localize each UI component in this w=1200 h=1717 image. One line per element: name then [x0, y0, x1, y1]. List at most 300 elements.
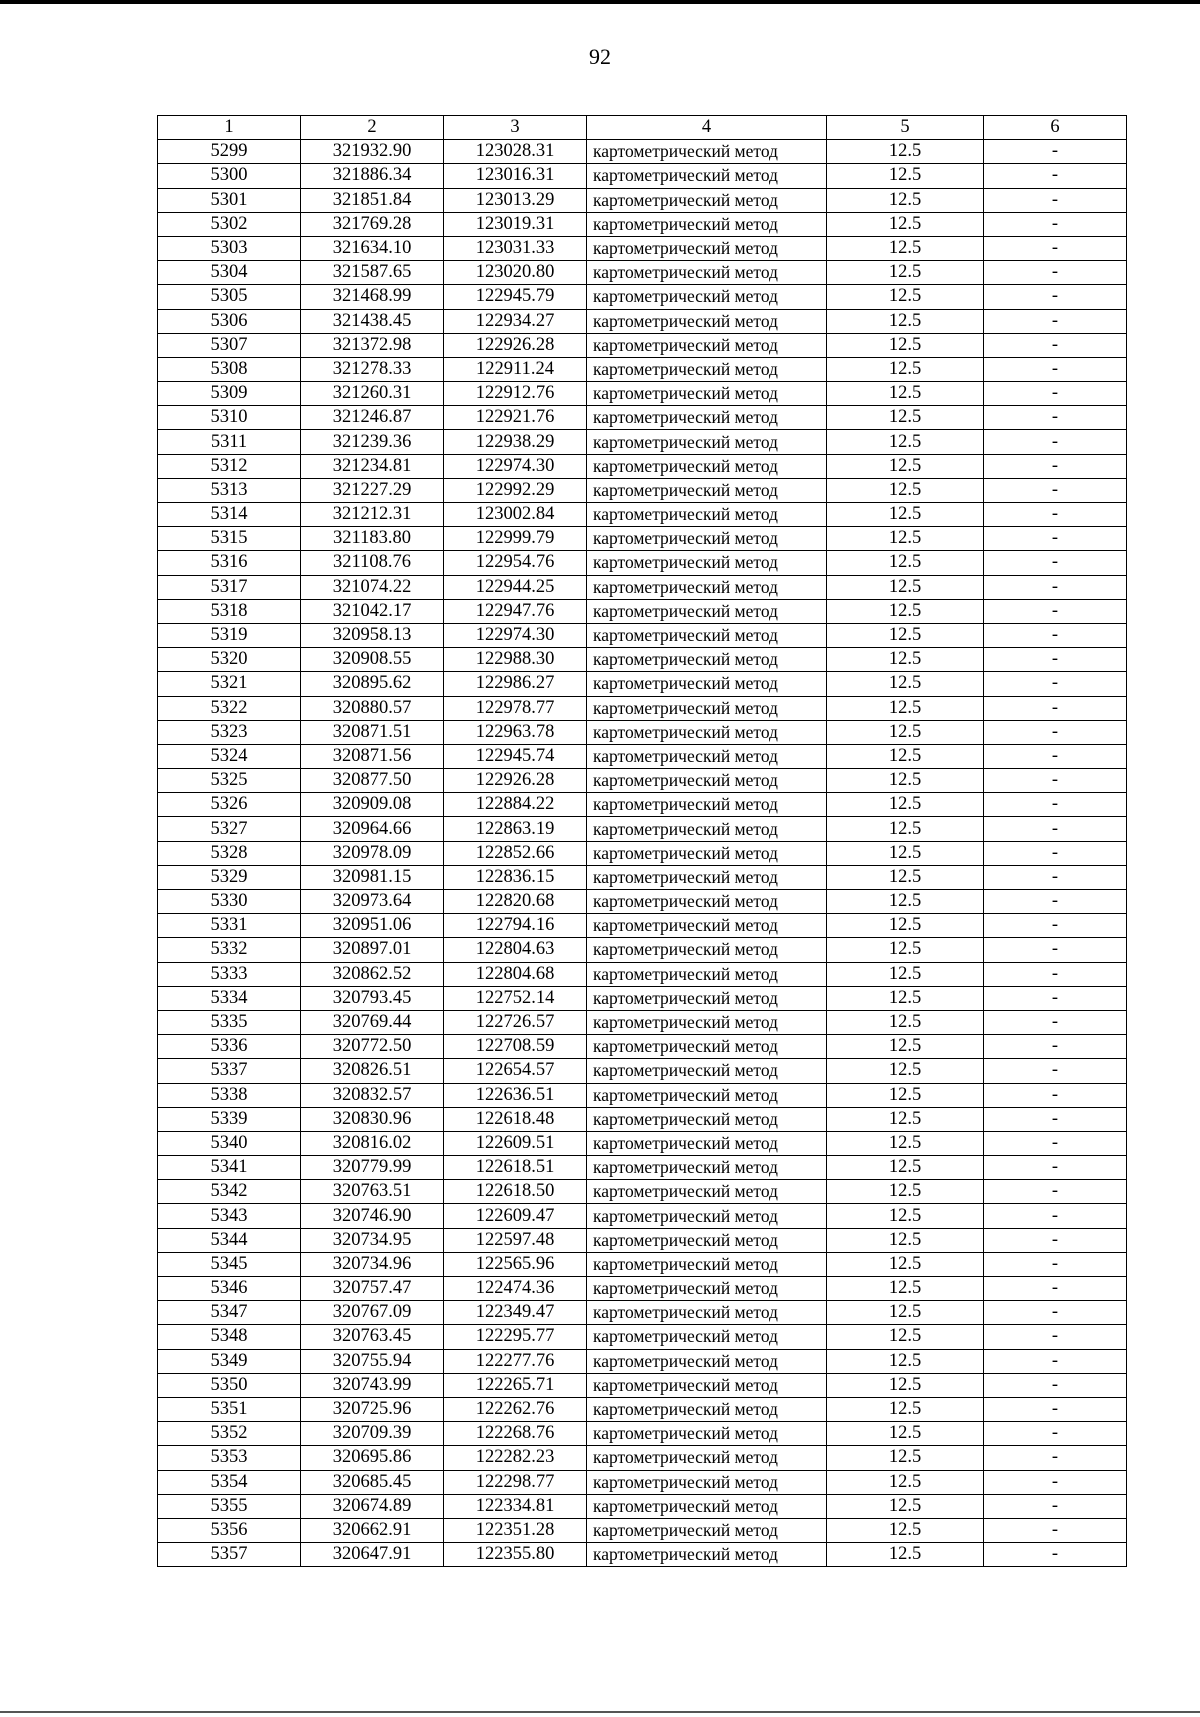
method-cell: картометрический метод [587, 793, 827, 817]
point-number-cell: 5344 [158, 1228, 301, 1252]
method-cell: картометрический метод [587, 817, 827, 841]
table-row [158, 454, 1127, 478]
y-coordinate-cell: 122986.27 [444, 672, 587, 696]
method-cell: картометрический метод [587, 430, 827, 454]
table-row [158, 309, 1127, 333]
y-coordinate-cell: 122654.57 [444, 1059, 587, 1083]
accuracy-cell: 12.5 [827, 309, 984, 333]
description-cell: - [984, 1397, 1127, 1421]
y-coordinate-cell: 122836.15 [444, 865, 587, 889]
method-cell: картометрический метод [587, 1010, 827, 1034]
method-cell: картометрический метод [587, 406, 827, 430]
accuracy-cell: 12.5 [827, 720, 984, 744]
point-number-cell: 5347 [158, 1301, 301, 1325]
y-coordinate-cell: 122978.77 [444, 696, 587, 720]
method-cell: картометрический метод [587, 1373, 827, 1397]
x-coordinate-cell: 320685.45 [301, 1470, 444, 1494]
y-coordinate-cell: 123020.80 [444, 261, 587, 285]
table-row [158, 599, 1127, 623]
description-cell: - [984, 1446, 1127, 1470]
y-coordinate-cell: 122752.14 [444, 986, 587, 1010]
y-coordinate-cell: 122349.47 [444, 1301, 587, 1325]
table-row [158, 890, 1127, 914]
accuracy-cell: 12.5 [827, 1131, 984, 1155]
table-row [158, 503, 1127, 527]
description-cell: - [984, 865, 1127, 889]
y-coordinate-cell: 122938.29 [444, 430, 587, 454]
y-coordinate-cell: 122565.96 [444, 1252, 587, 1276]
table-row [158, 1156, 1127, 1180]
accuracy-cell: 12.5 [827, 769, 984, 793]
y-coordinate-cell: 122954.76 [444, 551, 587, 575]
point-number-cell: 5307 [158, 333, 301, 357]
method-cell: картометрический метод [587, 454, 827, 478]
y-coordinate-cell: 122794.16 [444, 914, 587, 938]
accuracy-cell: 12.5 [827, 1277, 984, 1301]
table-row [158, 1373, 1127, 1397]
description-cell: - [984, 261, 1127, 285]
point-number-cell: 5353 [158, 1446, 301, 1470]
accuracy-cell: 12.5 [827, 938, 984, 962]
y-coordinate-cell: 122820.68 [444, 890, 587, 914]
x-coordinate-cell: 321227.29 [301, 478, 444, 502]
x-coordinate-cell: 320725.96 [301, 1397, 444, 1421]
point-number-cell: 5352 [158, 1422, 301, 1446]
point-number-cell: 5327 [158, 817, 301, 841]
point-number-cell: 5356 [158, 1518, 301, 1542]
method-cell: картометрический метод [587, 1059, 827, 1083]
point-number-cell: 5341 [158, 1156, 301, 1180]
point-number-cell: 5335 [158, 1010, 301, 1034]
accuracy-cell: 12.5 [827, 1446, 984, 1470]
table-row [158, 793, 1127, 817]
method-cell: картометрический метод [587, 1446, 827, 1470]
table-row [158, 623, 1127, 647]
accuracy-cell: 12.5 [827, 744, 984, 768]
point-number-cell: 5319 [158, 623, 301, 647]
method-cell: картометрический метод [587, 164, 827, 188]
x-coordinate-cell: 321212.31 [301, 503, 444, 527]
description-cell: - [984, 1156, 1127, 1180]
table-row [158, 212, 1127, 236]
y-coordinate-cell: 122999.79 [444, 527, 587, 551]
accuracy-cell: 12.5 [827, 478, 984, 502]
table-row [158, 744, 1127, 768]
x-coordinate-cell: 321468.99 [301, 285, 444, 309]
table-row [158, 1349, 1127, 1373]
description-cell: - [984, 236, 1127, 260]
y-coordinate-cell: 122618.51 [444, 1156, 587, 1180]
x-coordinate-cell: 320746.90 [301, 1204, 444, 1228]
y-coordinate-cell: 122912.76 [444, 382, 587, 406]
method-cell: картометрический метод [587, 1204, 827, 1228]
description-cell: - [984, 188, 1127, 212]
point-number-cell: 5343 [158, 1204, 301, 1228]
description-cell: - [984, 1349, 1127, 1373]
method-cell: картометрический метод [587, 527, 827, 551]
x-coordinate-cell: 321239.36 [301, 430, 444, 454]
accuracy-cell: 12.5 [827, 1470, 984, 1494]
method-cell: картометрический метод [587, 841, 827, 865]
description-cell: - [984, 1325, 1127, 1349]
x-coordinate-cell: 320779.99 [301, 1156, 444, 1180]
accuracy-cell: 12.5 [827, 793, 984, 817]
point-number-cell: 5320 [158, 648, 301, 672]
description-cell: - [984, 1518, 1127, 1542]
x-coordinate-cell: 320951.06 [301, 914, 444, 938]
accuracy-cell: 12.5 [827, 430, 984, 454]
accuracy-cell: 12.5 [827, 236, 984, 260]
table-row [158, 1035, 1127, 1059]
y-coordinate-cell: 122804.68 [444, 962, 587, 986]
page-number: 92 [589, 44, 611, 69]
table-row [158, 865, 1127, 889]
method-cell: картометрический метод [587, 1083, 827, 1107]
table-row [158, 575, 1127, 599]
x-coordinate-cell: 320695.86 [301, 1446, 444, 1470]
y-coordinate-cell: 122852.66 [444, 841, 587, 865]
point-number-cell: 5309 [158, 382, 301, 406]
method-cell: картометрический метод [587, 599, 827, 623]
y-coordinate-cell: 123002.84 [444, 503, 587, 527]
table-row [158, 1397, 1127, 1421]
accuracy-cell: 12.5 [827, 817, 984, 841]
x-coordinate-cell: 321108.76 [301, 551, 444, 575]
x-coordinate-cell: 320793.45 [301, 986, 444, 1010]
table-row [158, 357, 1127, 381]
x-coordinate-cell: 321278.33 [301, 357, 444, 381]
point-number-cell: 5342 [158, 1180, 301, 1204]
accuracy-cell: 12.5 [827, 1252, 984, 1276]
point-number-cell: 5336 [158, 1035, 301, 1059]
x-coordinate-cell: 321183.80 [301, 527, 444, 551]
point-number-cell: 5313 [158, 478, 301, 502]
method-cell: картометрический метод [587, 236, 827, 260]
point-number-cell: 5346 [158, 1277, 301, 1301]
description-cell: - [984, 599, 1127, 623]
y-coordinate-cell: 122974.30 [444, 454, 587, 478]
description-cell: - [984, 817, 1127, 841]
x-coordinate-cell: 321886.34 [301, 164, 444, 188]
description-cell: - [984, 478, 1127, 502]
method-cell: картометрический метод [587, 744, 827, 768]
column-header: 6 [984, 116, 1127, 140]
y-coordinate-cell: 122351.28 [444, 1518, 587, 1542]
point-number-cell: 5349 [158, 1349, 301, 1373]
method-cell: картометрический метод [587, 696, 827, 720]
description-cell: - [984, 769, 1127, 793]
x-coordinate-cell: 320909.08 [301, 793, 444, 817]
x-coordinate-cell: 320743.99 [301, 1373, 444, 1397]
column-header: 1 [158, 116, 301, 140]
accuracy-cell: 12.5 [827, 1301, 984, 1325]
y-coordinate-cell: 123031.33 [444, 236, 587, 260]
point-number-cell: 5331 [158, 914, 301, 938]
description-cell: - [984, 793, 1127, 817]
accuracy-cell: 12.5 [827, 1204, 984, 1228]
table-row [158, 914, 1127, 938]
point-number-cell: 5350 [158, 1373, 301, 1397]
x-coordinate-cell: 320763.45 [301, 1325, 444, 1349]
accuracy-cell: 12.5 [827, 454, 984, 478]
method-cell: картометрический метод [587, 478, 827, 502]
description-cell: - [984, 1059, 1127, 1083]
accuracy-cell: 12.5 [827, 357, 984, 381]
point-number-cell: 5345 [158, 1252, 301, 1276]
description-cell: - [984, 1010, 1127, 1034]
x-coordinate-cell: 320880.57 [301, 696, 444, 720]
method-cell: картометрический метод [587, 672, 827, 696]
point-number-cell: 5329 [158, 865, 301, 889]
accuracy-cell: 12.5 [827, 865, 984, 889]
y-coordinate-cell: 123013.29 [444, 188, 587, 212]
table-row [158, 1277, 1127, 1301]
method-cell: картометрический метод [587, 285, 827, 309]
description-cell: - [984, 1083, 1127, 1107]
point-number-cell: 5315 [158, 527, 301, 551]
table-row [158, 817, 1127, 841]
x-coordinate-cell: 321634.10 [301, 236, 444, 260]
accuracy-cell: 12.5 [827, 551, 984, 575]
point-number-cell: 5340 [158, 1131, 301, 1155]
accuracy-cell: 12.5 [827, 164, 984, 188]
x-coordinate-cell: 320674.89 [301, 1494, 444, 1518]
method-cell: картометрический метод [587, 333, 827, 357]
x-coordinate-cell: 320755.94 [301, 1349, 444, 1373]
accuracy-cell: 12.5 [827, 188, 984, 212]
y-coordinate-cell: 122334.81 [444, 1494, 587, 1518]
accuracy-cell: 12.5 [827, 962, 984, 986]
table-row [158, 1252, 1127, 1276]
method-cell: картометрический метод [587, 1543, 827, 1567]
y-coordinate-cell: 122262.76 [444, 1397, 587, 1421]
accuracy-cell: 12.5 [827, 1059, 984, 1083]
y-coordinate-cell: 122988.30 [444, 648, 587, 672]
x-coordinate-cell: 321851.84 [301, 188, 444, 212]
point-number-cell: 5354 [158, 1470, 301, 1494]
point-number-cell: 5325 [158, 769, 301, 793]
point-number-cell: 5324 [158, 744, 301, 768]
y-coordinate-cell: 122945.79 [444, 285, 587, 309]
x-coordinate-cell: 320897.01 [301, 938, 444, 962]
table-row [158, 333, 1127, 357]
method-cell: картометрический метод [587, 1180, 827, 1204]
table-row [158, 1204, 1127, 1228]
x-coordinate-cell: 320981.15 [301, 865, 444, 889]
table-body [158, 140, 1127, 1567]
y-coordinate-cell: 122597.48 [444, 1228, 587, 1252]
method-cell: картометрический метод [587, 503, 827, 527]
table-row [158, 841, 1127, 865]
x-coordinate-cell: 320816.02 [301, 1131, 444, 1155]
point-number-cell: 5317 [158, 575, 301, 599]
table-row [158, 1107, 1127, 1131]
description-cell: - [984, 841, 1127, 865]
method-cell: картометрический метод [587, 309, 827, 333]
y-coordinate-cell: 123019.31 [444, 212, 587, 236]
point-number-cell: 5321 [158, 672, 301, 696]
table-row [158, 1083, 1127, 1107]
y-coordinate-cell: 122282.23 [444, 1446, 587, 1470]
y-coordinate-cell: 123016.31 [444, 164, 587, 188]
description-cell: - [984, 696, 1127, 720]
table-row [158, 938, 1127, 962]
x-coordinate-cell: 320964.66 [301, 817, 444, 841]
table-row [158, 769, 1127, 793]
x-coordinate-cell: 320871.56 [301, 744, 444, 768]
description-cell: - [984, 1470, 1127, 1494]
method-cell: картометрический метод [587, 551, 827, 575]
description-cell: - [984, 527, 1127, 551]
description-cell: - [984, 575, 1127, 599]
method-cell: картометрический метод [587, 962, 827, 986]
x-coordinate-cell: 320772.50 [301, 1035, 444, 1059]
x-coordinate-cell: 321234.81 [301, 454, 444, 478]
y-coordinate-cell: 122963.78 [444, 720, 587, 744]
x-coordinate-cell: 321769.28 [301, 212, 444, 236]
table-row [158, 962, 1127, 986]
point-number-cell: 5334 [158, 986, 301, 1010]
description-cell: - [984, 333, 1127, 357]
description-cell: - [984, 720, 1127, 744]
point-number-cell: 5316 [158, 551, 301, 575]
description-cell: - [984, 309, 1127, 333]
accuracy-cell: 12.5 [827, 1373, 984, 1397]
method-cell: картометрический метод [587, 140, 827, 164]
point-number-cell: 5337 [158, 1059, 301, 1083]
description-cell: - [984, 1035, 1127, 1059]
accuracy-cell: 12.5 [827, 1422, 984, 1446]
y-coordinate-cell: 122355.80 [444, 1543, 587, 1567]
accuracy-cell: 12.5 [827, 1518, 984, 1542]
table-row [158, 696, 1127, 720]
method-cell: картометрический метод [587, 575, 827, 599]
point-number-cell: 5312 [158, 454, 301, 478]
x-coordinate-cell: 320908.55 [301, 648, 444, 672]
x-coordinate-cell: 321372.98 [301, 333, 444, 357]
description-cell: - [984, 1107, 1127, 1131]
method-cell: картометрический метод [587, 1518, 827, 1542]
x-coordinate-cell: 321042.17 [301, 599, 444, 623]
description-cell: - [984, 1277, 1127, 1301]
y-coordinate-cell: 122992.29 [444, 478, 587, 502]
method-cell: картометрический метод [587, 188, 827, 212]
description-cell: - [984, 1301, 1127, 1325]
point-number-cell: 5339 [158, 1107, 301, 1131]
table-row [158, 1470, 1127, 1494]
x-coordinate-cell: 320826.51 [301, 1059, 444, 1083]
table-row [158, 285, 1127, 309]
x-coordinate-cell: 321587.65 [301, 261, 444, 285]
x-coordinate-cell: 321932.90 [301, 140, 444, 164]
description-cell: - [984, 1373, 1127, 1397]
method-cell: картометрический метод [587, 1277, 827, 1301]
accuracy-cell: 12.5 [827, 1349, 984, 1373]
x-coordinate-cell: 320757.47 [301, 1277, 444, 1301]
method-cell: картометрический метод [587, 1156, 827, 1180]
method-cell: картометрический метод [587, 914, 827, 938]
x-coordinate-cell: 320830.96 [301, 1107, 444, 1131]
description-cell: - [984, 1180, 1127, 1204]
method-cell: картометрический метод [587, 623, 827, 647]
method-cell: картометрический метод [587, 1131, 827, 1155]
point-number-cell: 5326 [158, 793, 301, 817]
method-cell: картометрический метод [587, 1252, 827, 1276]
x-coordinate-cell: 320767.09 [301, 1301, 444, 1325]
point-number-cell: 5332 [158, 938, 301, 962]
x-coordinate-cell: 320862.52 [301, 962, 444, 986]
y-coordinate-cell: 122974.30 [444, 623, 587, 647]
method-cell: картометрический метод [587, 382, 827, 406]
table-row [158, 1228, 1127, 1252]
method-cell: картометрический метод [587, 1422, 827, 1446]
coordinates-table [157, 115, 1127, 1567]
accuracy-cell: 12.5 [827, 1035, 984, 1059]
method-cell: картометрический метод [587, 1107, 827, 1131]
y-coordinate-cell: 122295.77 [444, 1325, 587, 1349]
table-row [158, 1518, 1127, 1542]
column-header: 5 [827, 116, 984, 140]
method-cell: картометрический метод [587, 1349, 827, 1373]
point-number-cell: 5301 [158, 188, 301, 212]
accuracy-cell: 12.5 [827, 261, 984, 285]
table-row [158, 551, 1127, 575]
table-row [158, 188, 1127, 212]
method-cell: картометрический метод [587, 986, 827, 1010]
accuracy-cell: 12.5 [827, 1156, 984, 1180]
y-coordinate-cell: 122884.22 [444, 793, 587, 817]
y-coordinate-cell: 122618.48 [444, 1107, 587, 1131]
point-number-cell: 5306 [158, 309, 301, 333]
column-header: 4 [587, 116, 827, 140]
description-cell: - [984, 503, 1127, 527]
point-number-cell: 5304 [158, 261, 301, 285]
point-number-cell: 5333 [158, 962, 301, 986]
x-coordinate-cell: 321246.87 [301, 406, 444, 430]
y-coordinate-cell: 122636.51 [444, 1083, 587, 1107]
x-coordinate-cell: 320769.44 [301, 1010, 444, 1034]
point-number-cell: 5355 [158, 1494, 301, 1518]
method-cell: картометрический метод [587, 1035, 827, 1059]
method-cell: картометрический метод [587, 1325, 827, 1349]
description-cell: - [984, 285, 1127, 309]
description-cell: - [984, 1204, 1127, 1228]
x-coordinate-cell: 320871.51 [301, 720, 444, 744]
y-coordinate-cell: 122863.19 [444, 817, 587, 841]
description-cell: - [984, 648, 1127, 672]
description-cell: - [984, 1252, 1127, 1276]
y-coordinate-cell: 122934.27 [444, 309, 587, 333]
accuracy-cell: 12.5 [827, 140, 984, 164]
x-coordinate-cell: 320662.91 [301, 1518, 444, 1542]
description-cell: - [984, 672, 1127, 696]
point-number-cell: 5330 [158, 890, 301, 914]
method-cell: картометрический метод [587, 720, 827, 744]
y-coordinate-cell: 123028.31 [444, 140, 587, 164]
y-coordinate-cell: 122944.25 [444, 575, 587, 599]
top-border-line [0, 0, 1200, 4]
method-cell: картометрический метод [587, 648, 827, 672]
bottom-border-line [0, 1711, 1200, 1713]
accuracy-cell: 12.5 [827, 1543, 984, 1567]
description-cell: - [984, 744, 1127, 768]
table-row [158, 478, 1127, 502]
table-row [158, 1131, 1127, 1155]
x-coordinate-cell: 320895.62 [301, 672, 444, 696]
x-coordinate-cell: 320877.50 [301, 769, 444, 793]
method-cell: картометрический метод [587, 261, 827, 285]
accuracy-cell: 12.5 [827, 1010, 984, 1034]
